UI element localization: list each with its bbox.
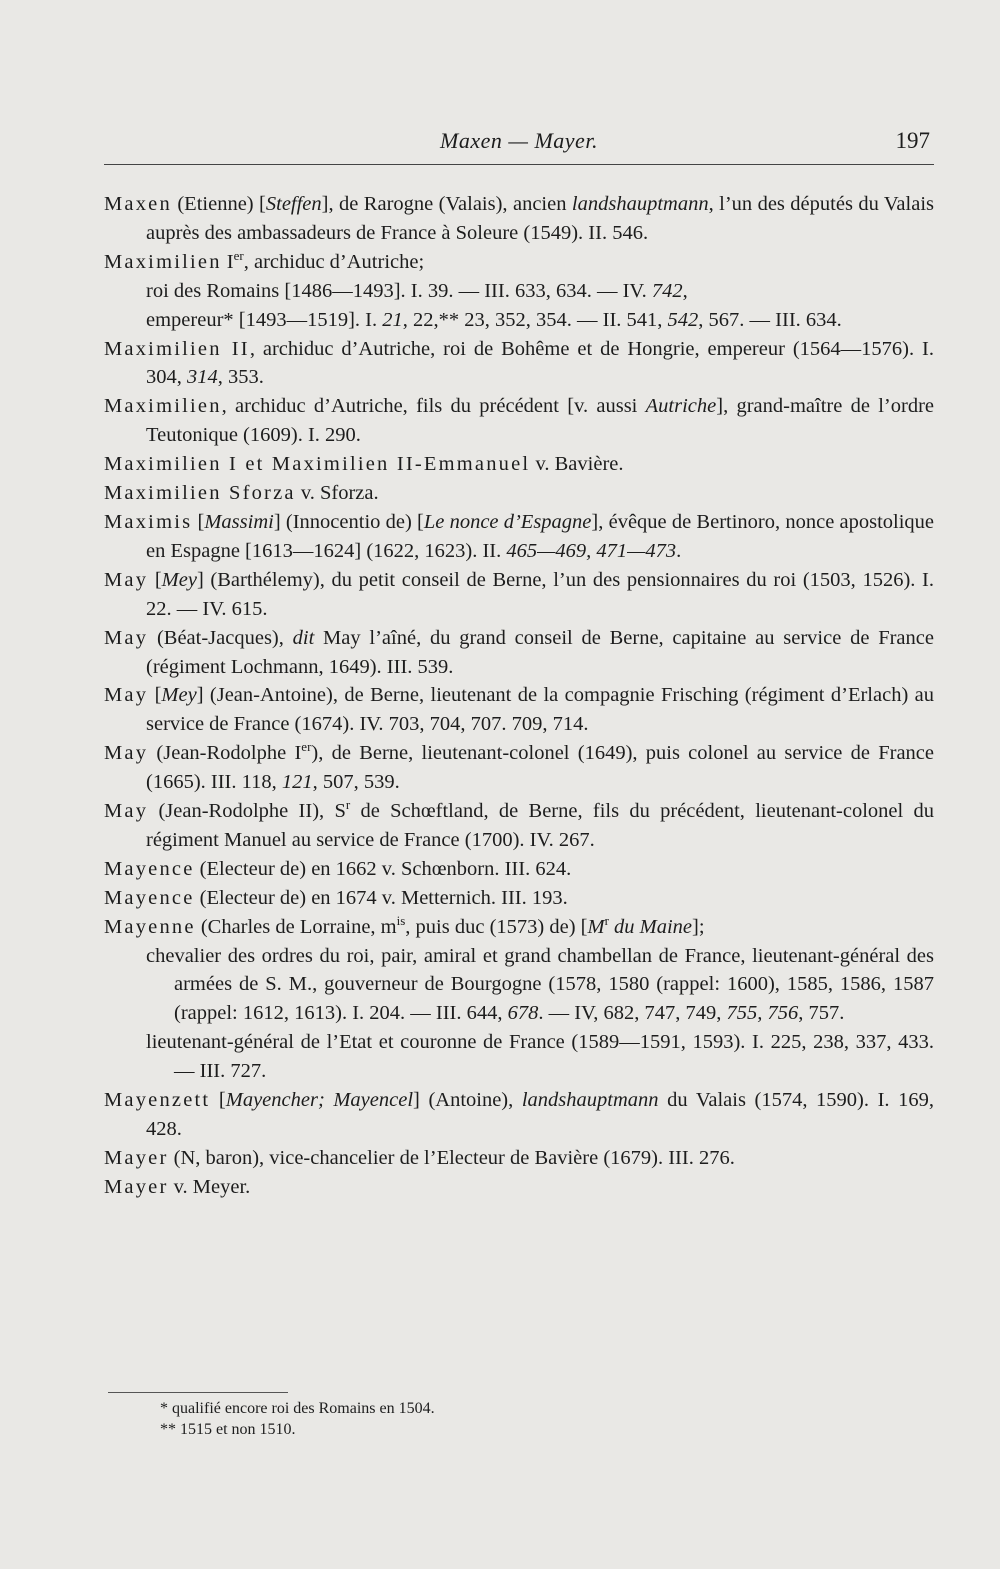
entry-italic: Autriche <box>645 395 717 418</box>
entry-name: Mayenzett <box>104 1089 211 1112</box>
entry-name: May <box>104 568 149 591</box>
entry-variant: Mey <box>161 684 197 707</box>
entry-italic: 21 <box>382 308 403 331</box>
index-subentry <box>104 277 934 306</box>
entry-text: v. Bavière. <box>530 453 624 476</box>
entry-name: Maxen <box>104 193 172 215</box>
footnotes <box>160 1398 435 1440</box>
index-entry-may-jean-rodolphe-ii <box>104 797 934 855</box>
running-title: Maxen — Mayer. <box>440 128 598 153</box>
entry-italic: 121 <box>281 771 313 794</box>
entry-text: (Charles de Lorraine, m <box>195 915 397 938</box>
footnote-divider <box>108 1392 288 1393</box>
index-entry-may-jean-rodolphe-i <box>104 739 934 797</box>
index-subentry <box>104 1028 934 1086</box>
entry-text: , 22,** 23, 352, 354. — II. 541, <box>402 308 668 331</box>
entry-text: de Schœftland, de Berne, fils du précédent, lieutenant-colonel du régiment Manuel au service de France (1700). IV. 267. <box>146 800 934 851</box>
index-entry-maximilien-ii <box>104 335 934 393</box>
entry-text: ] (Jean-Antoine), de Berne, lieutenant de la compagnie Frisching (régiment d’Erlach) au service de France (1674). IV. 703, 704, 707. 709, 714. <box>146 684 934 736</box>
running-header <box>104 128 934 165</box>
entry-text: roi des Romains [1486—1493]. I. 39. — III. 633, 634. — IV. <box>146 279 652 302</box>
index-entry-maximis <box>104 508 934 566</box>
entry-variant: Mey <box>161 568 197 591</box>
entry-variant: Steffen <box>265 193 322 215</box>
entry-name: Mayence <box>104 857 195 880</box>
entry-variant: Mayencher; Mayencel <box>225 1089 414 1112</box>
entry-name: May <box>104 626 149 649</box>
entry-name: Maximilien <box>104 250 222 273</box>
index-entry-may-jean-antoine <box>104 681 934 739</box>
entry-text: lieutenant-général de l’Etat et couronne de France (1589—1591, 1593). I. 225, 238, 337, 433. — III. 727. <box>146 1031 934 1083</box>
index-entry-maximilien-bavaria <box>104 450 934 479</box>
entry-name: Mayer <box>104 1146 169 1169</box>
entry-text: [ <box>148 568 162 591</box>
entry-italic: 678 <box>507 1002 539 1025</box>
entry-text: I <box>221 250 234 273</box>
entry-name: Maximilien <box>104 395 222 418</box>
entry-text: ], grand-maître de l’ordre Teutonique (1609). I. 290. <box>146 395 934 447</box>
entry-name: Maximis <box>104 510 193 533</box>
entry-text: (Jean-Rodolphe II), S <box>148 800 346 823</box>
entry-text: , l’un des députés du Valais auprès des ambassadeurs de France à Soleure (1549). II. 546. <box>146 193 934 244</box>
entry-name: Maximilien Sforza <box>104 482 296 505</box>
entry-text: du Valais (1574, 1590). I. 169, 428. <box>146 1089 935 1140</box>
entry-text: [ <box>210 1089 226 1112</box>
entry-italic: 542 <box>667 308 699 331</box>
entry-text: (Electeur de) en 1674 v. Metternich. III. 193. <box>194 886 568 909</box>
entry-name: May <box>104 800 149 823</box>
entry-italic: 742 <box>651 279 683 302</box>
entry-text: , puis duc (1573) de) [ <box>405 915 588 938</box>
entry-italic: 755, 756 <box>726 1002 799 1025</box>
entry-term: landshauptmann <box>571 193 709 215</box>
entry-superscript: er <box>233 247 244 263</box>
entry-text: . — IV, 682, 747, 749, <box>538 1002 727 1025</box>
entry-name: Mayer <box>104 1175 169 1198</box>
entry-text: May l’aîné, du grand conseil de Berne, capitaine au service de France (régiment Lochmann, 1649). III. 539. <box>146 626 934 678</box>
index-entry-mayence-1662 <box>104 855 934 884</box>
entry-text: empereur* [1493—1519]. I. <box>146 308 383 331</box>
entry-name: May <box>104 684 149 707</box>
index-entry-mayer <box>104 1173 934 1202</box>
index-subentry <box>104 306 934 335</box>
entry-text: ], évêque de Bertinoro, nonce apostolique en Espagne [1613—1624] (1622, 1623). II. <box>146 510 935 562</box>
entry-text: , archiduc d’Autriche, fils du précédent [v. aussi <box>221 395 646 418</box>
entry-text: ] (Antoine), <box>413 1089 522 1112</box>
index-entry-mayenzett <box>104 1086 934 1144</box>
entry-term: landshauptmann <box>521 1089 659 1112</box>
index-entry-mayer-baron <box>104 1144 934 1173</box>
entry-superscript: is <box>396 912 406 928</box>
entry-text: ], de Rarogne (Valais), ancien <box>321 193 572 215</box>
entry-italic: 314 <box>187 366 218 389</box>
index-entry-maximilien <box>104 392 934 450</box>
index-entry-maximilien-sforza <box>104 479 934 508</box>
entry-name: Maximilien I et Maximilien II-Emmanuel <box>104 453 531 476</box>
entry-text: ]; <box>692 915 705 938</box>
entry-text: (Etienne) [ <box>171 193 266 215</box>
entry-text: , archiduc d’Autriche; <box>243 250 425 273</box>
index-entry-maxen <box>104 190 934 248</box>
index-entry-may-beat-jacques <box>104 624 934 682</box>
footnote: ** 1515 et non 1510. <box>160 1421 296 1438</box>
entry-text: , 567. — III. 634. <box>698 308 842 331</box>
entry-text: . <box>676 539 682 562</box>
index-entry-may-barthelemy <box>104 566 934 624</box>
entry-text: ] (Barthélemy), du petit conseil de Berne, l’un des pensionnaires du roi (1503, 1526). I. 22. — IV. 615. <box>146 568 934 620</box>
entry-italic: 465—469, 471—473 <box>506 539 677 562</box>
entry-name: Mayenne <box>104 915 196 938</box>
entry-name: May <box>104 742 149 765</box>
entry-text: [ <box>192 510 205 533</box>
entry-text: chevalier des ordres du roi, pair, amiral et grand chambellan de France, lieutenant-général des armées de S. M., gouverneur de Bourgogne (1578, 1580 (rappel: 1600), 1585, 1586, 1587 (rappel: 1612, 1613). I. 204. — III. 644, <box>146 944 934 1025</box>
entry-text: , 757. <box>798 1002 845 1025</box>
entry-text: v. Sforza. <box>295 482 379 505</box>
entry-text: (Jean-Rodolphe I <box>148 742 302 765</box>
index-entry-mayence-1674 <box>104 884 934 913</box>
entry-text: (Béat-Jacques), <box>148 626 293 649</box>
entry-name: Mayence <box>104 886 195 909</box>
entry-text: [ <box>148 684 162 707</box>
entry-variant: Le nonce d’Espagne <box>423 510 592 533</box>
entry-text: (Electeur de) en 1662 v. Schœnborn. III. 624. <box>194 857 572 880</box>
footnote: * qualifié encore roi des Romains en 1504. <box>160 1400 435 1417</box>
entry-variant: du Maine <box>608 915 693 938</box>
page-number: 197 <box>895 128 930 153</box>
entry-variant: M <box>587 915 605 938</box>
entry-text: , archiduc d’Autriche, roi de Bohême et de Hongrie, empereur (1564—1576). I. 304, <box>146 337 934 389</box>
entry-superscript: er <box>301 739 312 755</box>
entry-text: ), de Berne, lieutenant-colonel (1649), puis colonel au service de France (1665). III. 118, <box>146 742 934 794</box>
entry-superscript: r <box>604 912 609 928</box>
index-entry-maximilien-i <box>104 248 934 277</box>
entry-text: , <box>682 279 688 302</box>
index-entries <box>104 190 934 1202</box>
entry-superscript: r <box>345 797 351 813</box>
entry-text: ] (Innocentio de) [ <box>273 510 424 533</box>
entry-variant: Massimi <box>204 510 274 533</box>
entry-text: (N, baron), vice-chancelier de l’Electeur de Bavière (1679). III. 276. <box>168 1146 735 1169</box>
entry-text: , 353. <box>217 366 264 389</box>
index-subentry <box>104 942 934 1029</box>
entry-name: Maximilien II <box>104 337 250 360</box>
entry-text: v. Meyer. <box>168 1175 251 1198</box>
entry-italic: dit <box>292 626 315 649</box>
index-entry-mayenne <box>104 913 934 942</box>
entry-text: , 507, 539. <box>312 771 400 794</box>
